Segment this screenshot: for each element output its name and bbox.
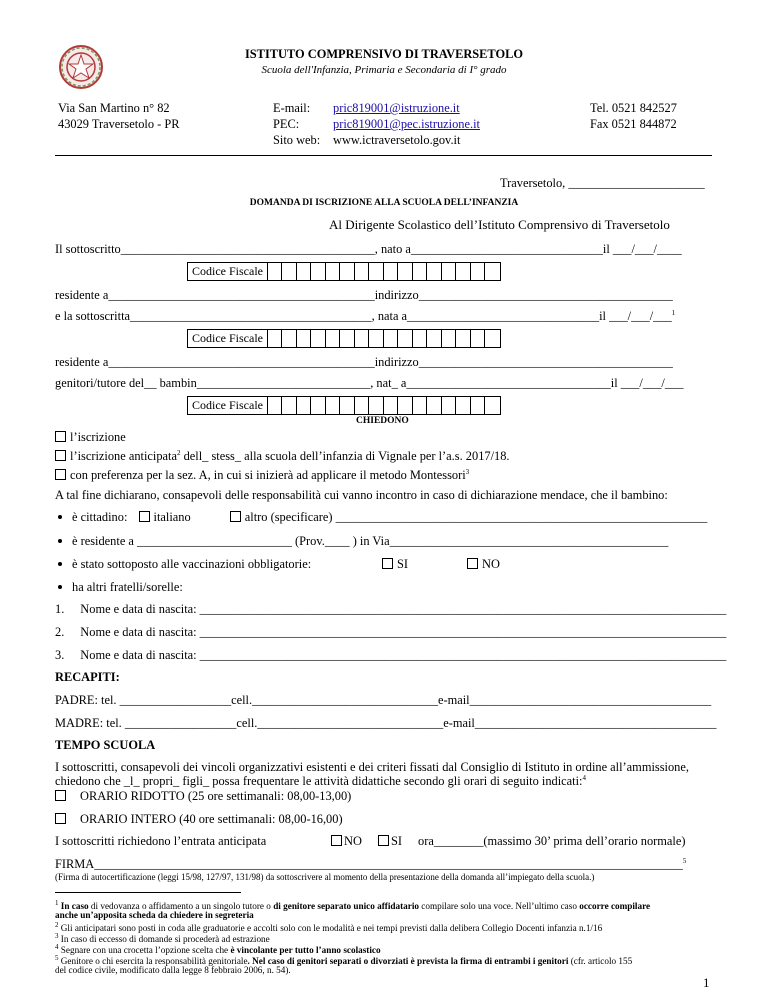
- bullet-icon: [58, 539, 62, 543]
- firma-line[interactable]: FIRMA_______________________________________________________________________________________________$^5$: [55, 857, 687, 872]
- sibling-2[interactable]: 2. Nome e data di nascita: _____________________________________________________________________________________: [55, 625, 727, 639]
- mother-residence-line[interactable]: residente a___________________________________________indirizzo_________________________________________: [55, 355, 673, 369]
- email-label: E-mail:: [273, 101, 311, 115]
- mother-contacts[interactable]: MADRE: tel. __________________cell.______________________________e-mail_______________________________________: [55, 716, 717, 730]
- checkbox-icon[interactable]: [55, 790, 66, 801]
- entrata-anticipata-label: I sottoscritti richiedono l’entrata anticipata: [55, 834, 267, 848]
- vaccination-row: è stato sottoposto alle vaccinazioni obbligatorie:: [58, 557, 311, 572]
- checkbox-icon[interactable]: [382, 558, 393, 569]
- page-number: 1: [703, 975, 710, 990]
- pec-label: PEC:: [273, 117, 300, 131]
- sibling-1[interactable]: 1. Nome e data di nascita: _____________________________________________________________________________________: [55, 602, 727, 616]
- checkbox-icon[interactable]: [55, 469, 66, 480]
- checkbox-icon[interactable]: [55, 431, 66, 442]
- child-line[interactable]: genitori/tutore del__ bambin____________________________, nat_ a_________________________________il ___/___/___: [55, 376, 684, 390]
- website-text: www.ictraversetolo.gov.it: [333, 133, 461, 147]
- checkbox-icon[interactable]: [230, 511, 241, 522]
- tempo-text-2: chiedono che _l_ propri_ figli_ possa frequentare le attività didattiche secondo gli orari di seguito indicati:$^4$: [55, 774, 586, 789]
- option-anticipata[interactable]: l’iscrizione anticipata$^2$ dell_ stess_ alla scuola dell’infanzia di Vignale per l’a.s. 2017/18.: [55, 449, 510, 464]
- option-montessori[interactable]: con preferenza per la sez. A, in cui si inizierà ad applicare il metodo Montessori$^3$: [55, 468, 469, 483]
- cf-label: Codice Fiscale: [188, 263, 268, 280]
- codice-fiscale-1[interactable]: [187, 262, 501, 281]
- header-divider: [55, 155, 712, 156]
- vacc-no[interactable]: NO: [467, 557, 500, 572]
- checkbox-icon[interactable]: [139, 511, 150, 522]
- footnote-5: $^5$ Genitore o chi esercita la responsabilità genitoriale. Nel caso di genitori separati o divorziati è prevista la firma di entrambi i genitori (cfr. articolo 155: [55, 954, 633, 967]
- sibling-3[interactable]: 3. Nome e data di nascita: _____________________________________________________________________________________: [55, 648, 727, 662]
- bullet-icon: [58, 562, 62, 566]
- checkbox-icon[interactable]: [55, 813, 66, 824]
- checkbox-icon[interactable]: [331, 835, 342, 846]
- checkbox-icon[interactable]: [378, 835, 389, 846]
- father-line[interactable]: Il sottoscritto_________________________________________, nato a_______________________________il ___/___/____: [55, 242, 682, 256]
- checkbox-icon[interactable]: [55, 450, 66, 461]
- father-contacts[interactable]: PADRE: tel. __________________cell.______________________________e-mail_______________________________________: [55, 693, 712, 707]
- address-line2: 43029 Traversetolo - PR: [58, 117, 180, 131]
- father-residence-line[interactable]: residente a___________________________________________indirizzo_________________________________________: [55, 288, 673, 302]
- entrata-si[interactable]: SI: [378, 834, 402, 849]
- codice-fiscale-2[interactable]: [187, 329, 501, 348]
- footnote-5-line2: del codice civile, modificato dalla legge 8 febbraio 2006, n. 54).: [55, 965, 291, 975]
- footnote-divider: [55, 892, 241, 893]
- footnote-2: $^2$ Gli anticipatari sono posti in coda alle graduatorie e accolti solo con le modalità e nei tempi previsti dalla delibera Collegio Docenti infanzia n.1/16: [55, 921, 603, 934]
- firma-note: (Firma di autocertificazione (leggi 15/98, 127/97, 131/98) da sottoscrivere al momento della presentazione della domanda all’impiegato della scuola.): [55, 872, 595, 882]
- bullet-icon: [58, 585, 62, 589]
- cf-label: Codice Fiscale: [188, 397, 268, 414]
- checkbox-icon[interactable]: [467, 558, 478, 569]
- orario-ridotto[interactable]: ORARIO RIDOTTO (25 ore settimanali: 08,00-13,00): [55, 789, 351, 804]
- school-subtitle: Scuola dell'Infanzia, Primaria e Secondaria di I° grado: [261, 64, 507, 76]
- entrata-ora[interactable]: ora________(massimo 30’ prima dell’orario normale): [418, 834, 686, 848]
- address-line1: Via San Martino n° 82: [58, 101, 170, 115]
- place-date: Traversetolo, ______________________: [500, 176, 705, 190]
- siblings-row: ha altri fratelli/sorelle:: [58, 580, 183, 595]
- footnote-4: $^4$ Segnare con una crocetta l’opzione scelta che è vincolante per tutto l’anno scolastico: [55, 943, 381, 956]
- mother-line[interactable]: e la sottoscritta_______________________________________, nata a_______________________________il ___/___/___$^1$: [55, 309, 676, 324]
- email-link[interactable]: pric819001@istruzione.it: [333, 101, 460, 115]
- declaration-text: A tal fine dichiarano, consapevoli delle responsabilità cui vanno incontro in caso di dichiarazione mendace, che il bambino:: [55, 488, 668, 502]
- footnote-1-line2: anche un’apposita scheda da chiedere in segreteria: [55, 910, 254, 920]
- entrata-no[interactable]: NO: [331, 834, 362, 849]
- chiedono-heading: CHIEDONO: [356, 416, 409, 426]
- pec-link[interactable]: pric819001@pec.istruzione.it: [333, 117, 480, 131]
- school-name: ISTITUTO COMPRENSIVO DI TRAVERSETOLO: [244, 47, 524, 61]
- codice-fiscale-3[interactable]: [187, 396, 501, 415]
- citizenship-row: è cittadino: italiano altro (specificare) ____________________________________________________________: [58, 510, 707, 525]
- tempo-text-1: I sottoscritti, consapevoli dei vincoli organizzativi esistenti e dei criteri fissati dal Consiglio di Istituto in ordine all’ammissione,: [55, 760, 689, 774]
- tel: Tel. 0521 842527: [590, 101, 677, 115]
- orario-intero[interactable]: ORARIO INTERO (40 ore settimanali: 08,00-16,00): [55, 812, 343, 827]
- option-iscrizione[interactable]: l’iscrizione: [55, 430, 126, 445]
- footnote-3: $^3$ In caso di eccesso di domande si procederà ad estrazione: [55, 932, 270, 945]
- recapiti-heading: RECAPITI:: [55, 670, 120, 684]
- addressee: Al Dirigente Scolastico dell’Istituto Comprensivo di Traversetolo: [329, 217, 670, 232]
- tempo-heading: TEMPO SCUOLA: [55, 738, 156, 752]
- bullet-icon: [58, 515, 62, 519]
- document-title: DOMANDA DI ISCRIZIONE ALLA SCUOLA DELL’INFANZIA: [249, 198, 519, 208]
- footnote-1: $^1$ In caso di vedovanza o affidamento a un singolo tutore o di genitore separato unico affidatario compilare solo una voce. Nell’ultimo caso occorre compilare: [55, 899, 651, 912]
- fax: Fax 0521 844872: [590, 117, 677, 131]
- web-label: Sito web:: [273, 133, 321, 147]
- cf-label: Codice Fiscale: [188, 330, 268, 347]
- residence-row[interactable]: è residente a _________________________ (Prov.____ ) in Via_____________________________________________: [58, 534, 668, 549]
- vacc-si[interactable]: SI: [382, 557, 408, 572]
